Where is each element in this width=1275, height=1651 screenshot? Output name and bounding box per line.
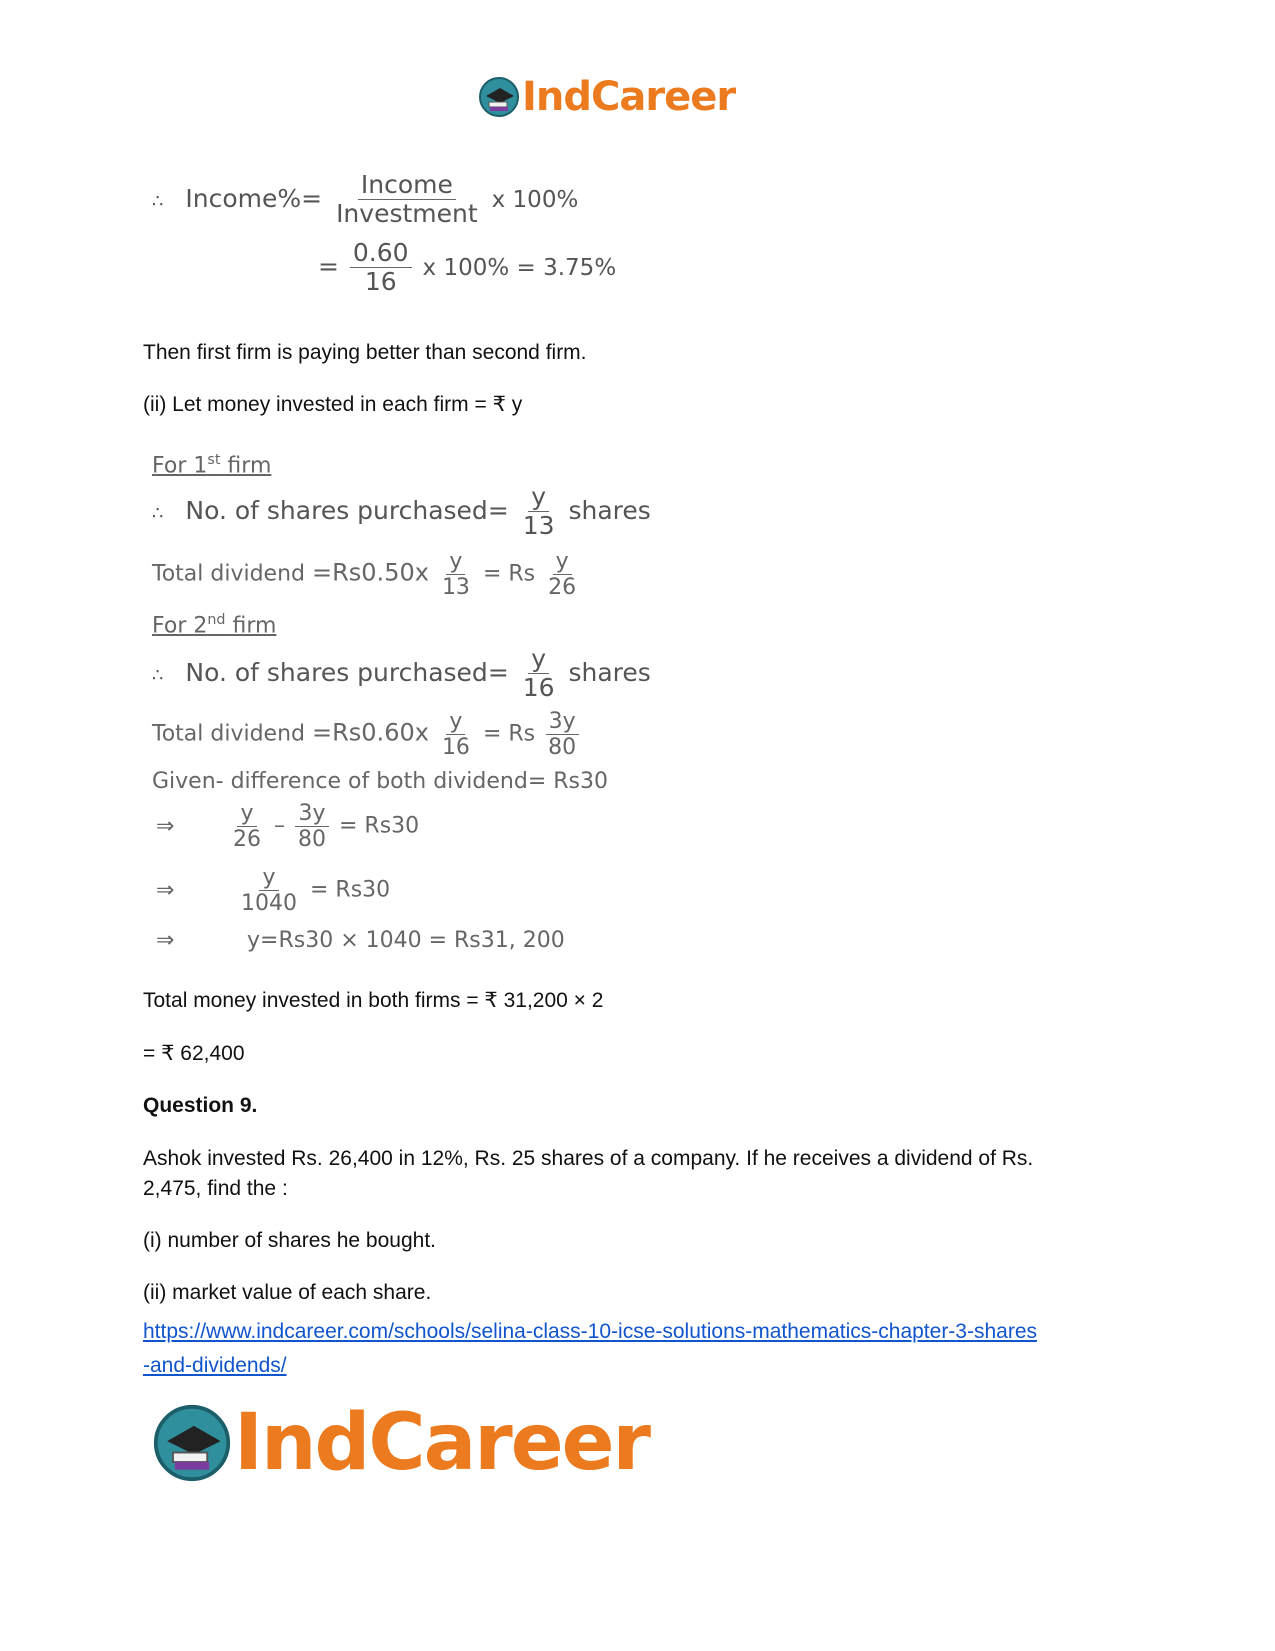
header-logo-text: IndCareer (522, 74, 736, 120)
paragraph-total-invested: Total money invested in both firms = ₹ 31,200 × 2 (143, 989, 604, 1012)
logo-globe-icon (152, 1403, 232, 1483)
source-link[interactable] (143, 1315, 1037, 1383)
question-part-i: (i) number of shares he bought. (143, 1229, 436, 1252)
formula-income-result: = $\frac{0.60}{16}$ x 100% = 3.75% (318, 238, 617, 297)
formula-final-value: ⇒ y=Rs30 × 1040 = Rs31, 200 (156, 928, 565, 953)
formula-dividend-second-firm: Total dividend =Rs0.60x $\frac{y}{16}$ = Rs $\frac{3y}{80}$ (152, 710, 582, 759)
formula-simplified: ⇒ $\frac{y}{1040}$ = Rs30 (156, 865, 391, 917)
formula-income-percent: ∴ Income%= $\frac{\text{Income}}{\text{Investment}}$ x 100% (152, 170, 579, 229)
logo-globe-icon (478, 76, 520, 118)
formula-shares-first-firm: ∴ No. of shares purchased= $\frac{y}{13}$ shares (152, 482, 651, 541)
question-text-line-1: Ashok invested Rs. 26,400 in 12%, Rs. 25 shares of a company. If he receives a dividend of Rs. (143, 1147, 1034, 1170)
footer-logo (152, 1398, 649, 1488)
label-second-firm: For 2nd firm (152, 612, 277, 639)
question-heading: Question 9. (143, 1094, 258, 1117)
source-link-line-2[interactable]: -and-dividends/ (143, 1354, 287, 1377)
header-logo (478, 74, 735, 120)
question-text-line-2: 2,475, find the : (143, 1177, 288, 1200)
label-first-firm: For 1st firm (152, 452, 272, 479)
paragraph-money-invested: (ii) Let money invested in each firm = ₹ y (143, 393, 523, 416)
question-part-ii: (ii) market value of each share. (143, 1281, 432, 1304)
given-difference: Given- difference of both dividend= Rs30 (152, 769, 608, 794)
paragraph-total-result: = ₹ 62,400 (143, 1042, 245, 1065)
formula-difference-equation: ⇒ $\frac{y}{26}$ – $\frac{3y}{80}$ = Rs30 (156, 801, 420, 853)
paragraph-first-firm-better: Then first firm is paying better than second firm. (143, 341, 587, 364)
formula-shares-second-firm: ∴ No. of shares purchased= $\frac{y}{16}$ shares (152, 644, 651, 703)
formula-dividend-first-firm: Total dividend =Rs0.50x $\frac{y}{13}$ = Rs $\frac{y}{26}$ (152, 549, 577, 601)
footer-logo-text: IndCareer (234, 1398, 649, 1488)
source-link-line-1[interactable]: https://www.indcareer.com/schools/selina-class-10-icse-solutions-mathematics-chapter-3-shares (143, 1320, 1038, 1343)
